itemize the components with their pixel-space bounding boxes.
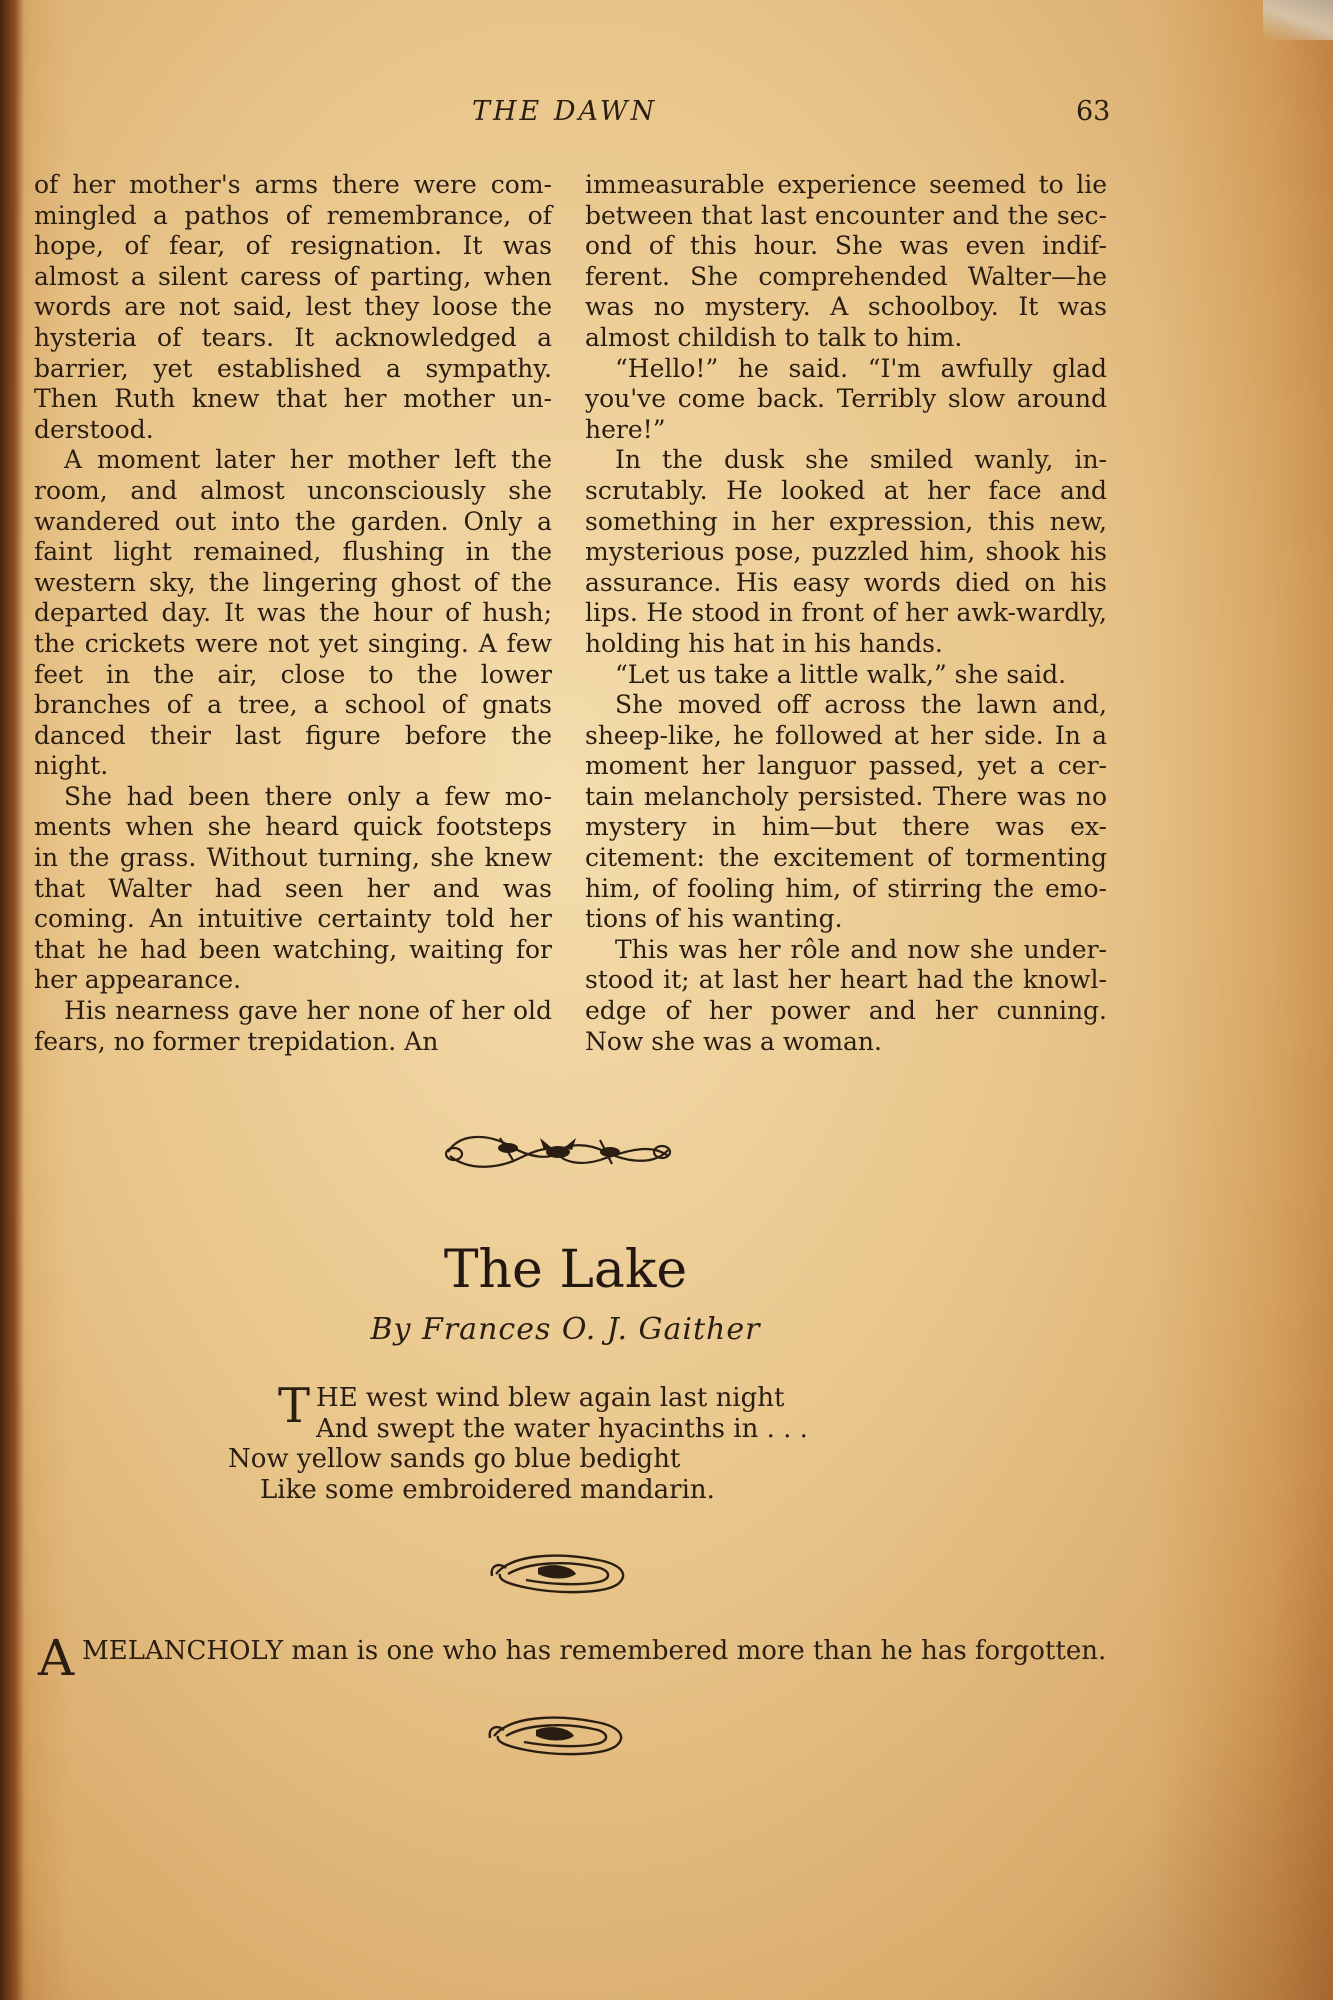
drop-cap: T — [278, 1378, 311, 1434]
poem-title: The Lake — [443, 1240, 688, 1300]
paragraph: His nearness gave her none of her old fears, no former trepidation. An — [34, 996, 552, 1056]
drop-cap: A — [38, 1629, 75, 1687]
ornament-swirl-icon — [486, 1706, 632, 1764]
poem-line: And swept the water hyacinths in . . . — [316, 1413, 808, 1444]
paragraph: “Hello!” he said. “I'm awfully glad you've come back. Terribly slow around here!” — [585, 353, 1107, 444]
page-number: 63 — [1076, 96, 1111, 127]
paragraph: She had been there only a few mo-ments when she heard quick footsteps in the grass. Without turning, she knew that Walter had seen her and was coming. An intuitive certainty told her that he had been watching, waiting for her appearance. — [34, 781, 552, 995]
book-spine-shadow — [0, 0, 24, 2000]
running-header — [0, 96, 1333, 136]
paragraph: of her mother's arms there were com-mingled a pathos of remembrance, of hope, of fear, of resignation. It was almost a silent caress of parting, when words are not said, lest they loose the hysteria of tears. It acknowledged a barrier, yet established a sympathy. Then Ruth knew that her mother un-derstood. — [34, 170, 552, 444]
paragraph: In the dusk she smiled wanly, in-scrutably. He looked at her face and something in her expression, this new, mysterious pose, puzzled him, shook his assurance. His easy words died on his lips. He stood in front of her awk-wardly, holding his hat in his hands. — [585, 445, 1107, 658]
poem-byline: By Frances O. J. Gaither — [370, 1312, 761, 1347]
ornament-vine-icon — [440, 1122, 676, 1182]
poem-line: Like some embroidered mandarin. — [260, 1474, 715, 1505]
paragraph: “Let us take a little walk,” she said. — [615, 659, 1067, 689]
paragraph: She moved off across the lawn and, sheep-like, he followed at her side. In a moment her languor passed, yet a cer-tain melancholy persisted. There was no mystery in him—but there was ex-citement: the excitement of tormenting him, of fooling him, of stirring the emo-tions of his wanting. — [585, 690, 1107, 934]
page-corner-fold — [1263, 0, 1333, 40]
poem-line: HE west wind blew again last night — [316, 1383, 785, 1413]
aphorism — [38, 1629, 1108, 1687]
ornament-swirl-icon — [488, 1544, 634, 1602]
paragraph: A moment later her mother left the room, and almost unconsciously she wandered out into the garden. Only a faint light remained, flushing in the western sky, the lingering ghost of the departed day. It was the hour of hush; the crickets were not yet singing. A few feet in the air, close to the lower branches of a tree, a school of gnats danced their last figure before the night. — [34, 445, 552, 781]
poem-stanza — [228, 1378, 808, 1505]
aphorism-text: MELANCHOLY man is one who has remembered more than he has forgotten. — [82, 1636, 1107, 1666]
right-column — [585, 170, 1107, 1057]
left-column — [34, 170, 552, 1057]
poem-line: Now yellow sands go blue bedight — [228, 1444, 681, 1474]
journal-title: THE DAWN — [472, 96, 658, 127]
paragraph: immeasurable experience seemed to lie between that last encounter and the sec-ond of this hour. She was even indif-ferent. She comprehended Walter—he was no mystery. A schoolboy. It was almost childish to talk to him. — [585, 170, 1107, 352]
paragraph: This was her rôle and now she under-stood it; at last her heart had the knowl-edge of her power and her cunning. Now she was a woman. — [585, 934, 1107, 1056]
